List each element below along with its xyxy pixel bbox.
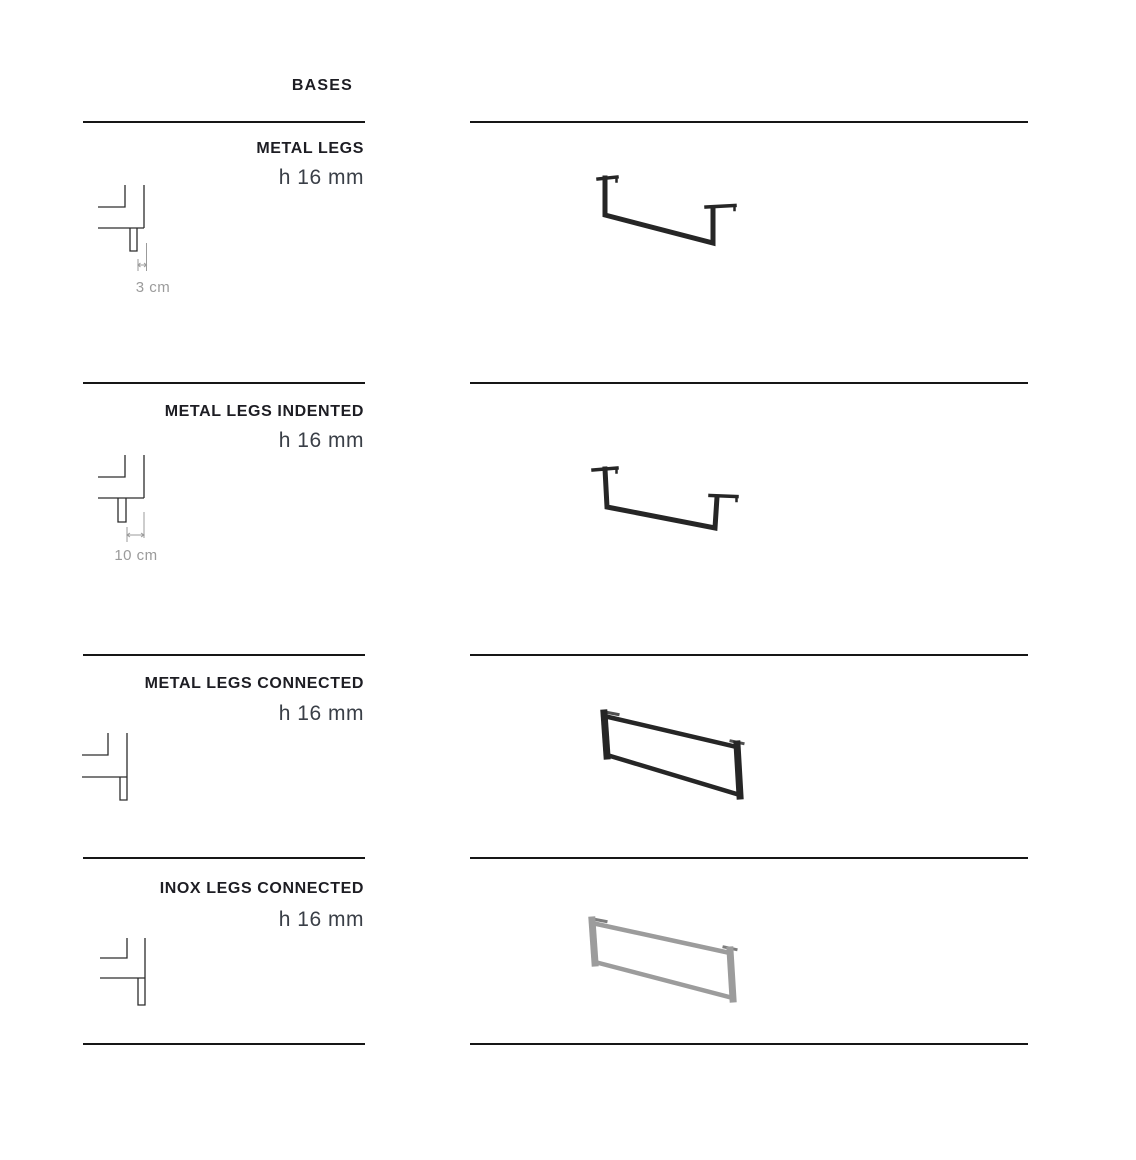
section-title: INOX LEGS CONNECTED [159,880,364,897]
metal-connected-frame-render [590,700,760,810]
section-divider [83,857,365,859]
dimension-arrow-icon [138,243,147,271]
section-divider [83,1043,365,1045]
section-divider [470,654,1028,656]
section-height-label: h 16 mm [278,429,364,452]
section-divider [470,1043,1028,1045]
section-height-label: h 16 mm [278,166,364,189]
section-divider [83,382,365,384]
leg-cross-section-diagram [93,933,183,1018]
dimension-label: 10 cm [114,547,158,564]
metal-legs-indented-render [585,455,770,545]
section-height-label: h 16 mm [278,908,364,931]
section-title: METAL LEGS INDENTED [164,403,364,420]
section-divider [83,121,365,123]
section-divider [83,654,365,656]
section-height-label: h 16 mm [278,702,364,725]
dimension-arrow-icon [127,512,144,542]
section-divider [470,382,1028,384]
section-title: METAL LEGS [256,140,364,157]
leg-cross-section-diagram [76,728,166,813]
inox-connected-frame-render [580,915,750,1015]
metal-legs-render [585,160,770,260]
section-title: METAL LEGS CONNECTED [144,675,364,692]
page-title: BASES [291,77,353,94]
dimension-label: 3 cm [135,279,171,296]
section-divider [470,121,1028,123]
section-divider [470,857,1028,859]
